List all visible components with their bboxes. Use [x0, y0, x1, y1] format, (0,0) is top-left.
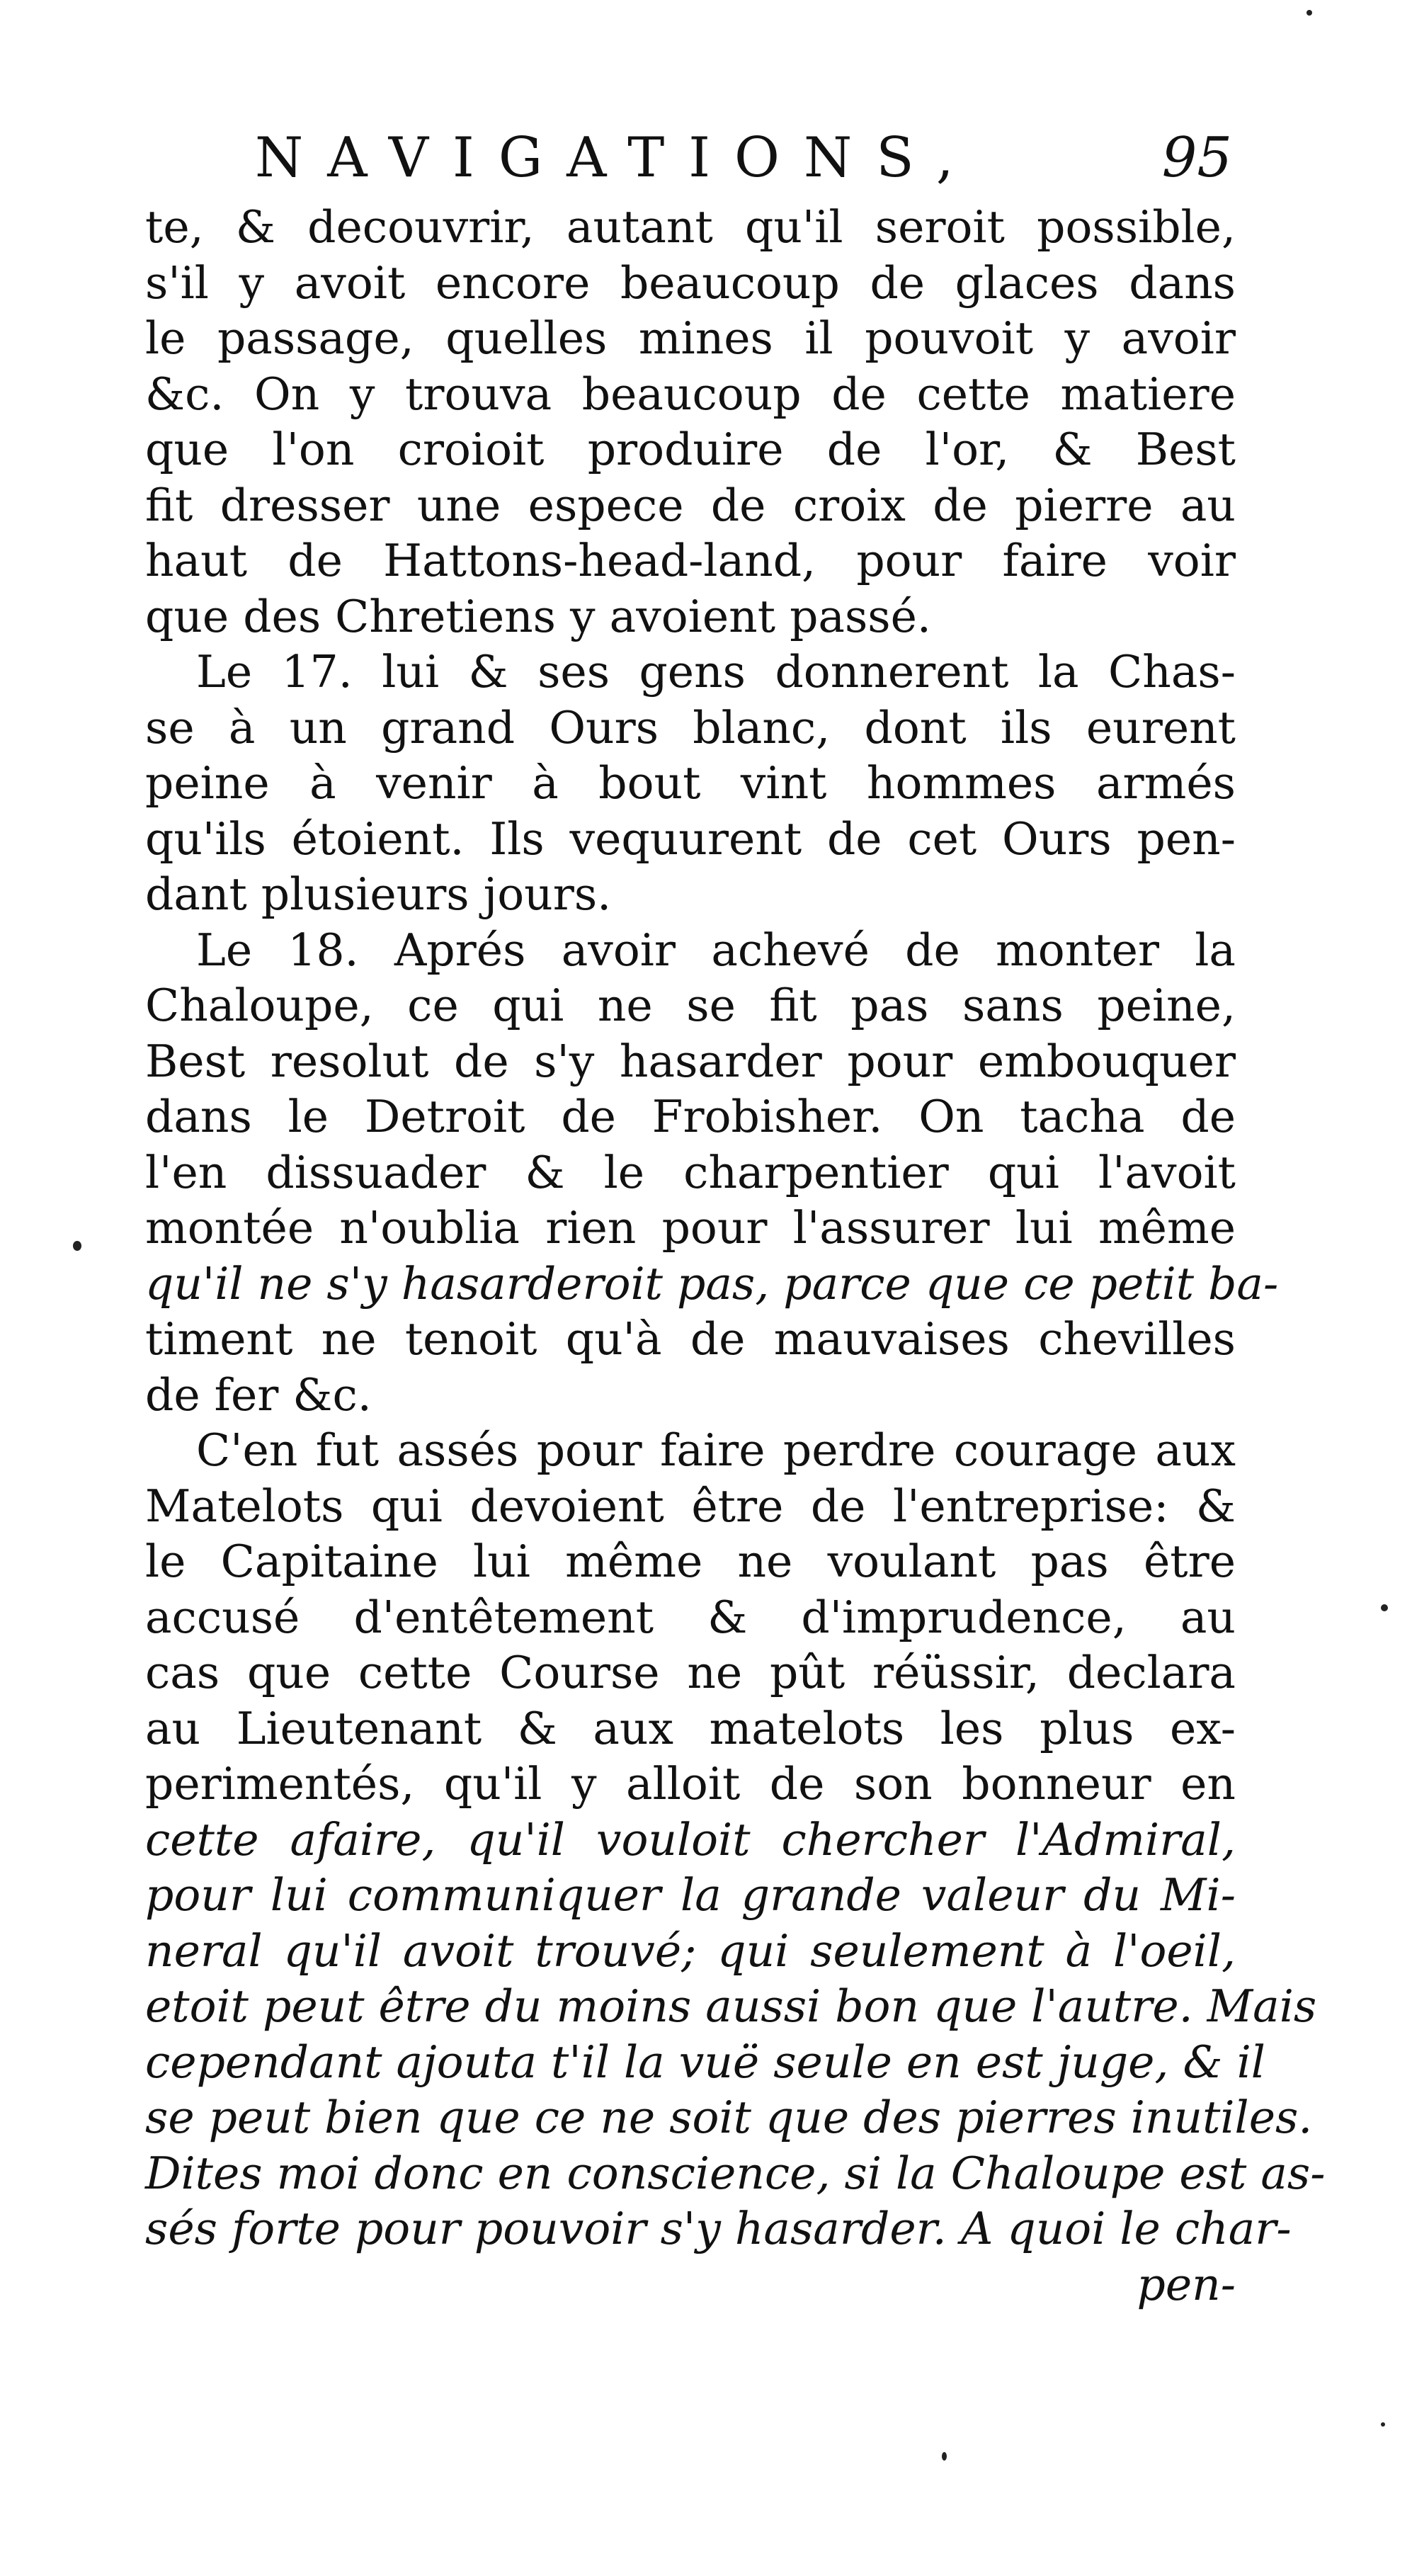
text-line: de fer &c.: [145, 1368, 372, 1421]
text-line: le Capitaine lui même ne voulant pas être: [145, 1536, 1236, 1587]
ink-speck: [942, 2452, 947, 2461]
paragraph-start-line: Le 17. lui & ses gens donnerent la Chas-: [196, 646, 1236, 698]
running-title: NAVIGATIONS,: [255, 126, 978, 190]
text-line: l'en dissuader & le charpentier qui l'avoit: [145, 1146, 1236, 1198]
text-line: perimentés, qu'il y alloit de son bonneur en: [145, 1758, 1236, 1810]
catchword: pen-: [1137, 2258, 1236, 2310]
text-line: s'il y avoit encore beaucoup de glaces dans: [145, 256, 1236, 309]
text-line: montée n'oublia rien pour l'assurer lui même: [145, 1202, 1236, 1254]
text-line: fit dresser une espece de croix de pierre au: [145, 479, 1236, 531]
text-line: neral qu'il avoit trouvé; qui seulement à l'oeil,: [145, 1924, 1236, 1977]
page-number: 95: [1161, 126, 1232, 190]
ink-speck: [1381, 1604, 1388, 1611]
text-line: au Lieutenant & aux matelots les plus ex-: [145, 1702, 1236, 1754]
text-line: dant plusieurs jours.: [145, 868, 612, 920]
paragraph-start-line: C'en fut assés pour faire perdre courage aux: [196, 1424, 1236, 1476]
ink-speck: [73, 1241, 81, 1251]
text-line: Dites moi donc en conscience, si la Chaloupe est as-: [145, 2147, 1326, 2199]
text-line: pour lui communiquer la grande valeur du Mi-: [145, 1869, 1236, 1921]
text-line: se à un grand Ours blanc, dont ils eurent: [145, 701, 1236, 754]
text-line: cas que cette Course ne pût réüssir, declara: [145, 1647, 1236, 1698]
body-text: [145, 200, 1326, 2313]
page-header: [255, 119, 1232, 197]
text-line: cette afaire, qu'il vouloit chercher l'Admiral,: [145, 1813, 1236, 1866]
text-line: Best resolut de s'y hasarder pour embouquer: [145, 1035, 1236, 1087]
text-line: te, & decouvrir, autant qu'il seroit possible,: [145, 201, 1236, 253]
text-line: qu'ils étoient. Ils vequurent de cet Ours pen-: [145, 812, 1236, 865]
text-line: qu'il ne s'y hasarderoit pas, parce que ce petit ba-: [145, 1257, 1279, 1310]
paragraph-start-line: Le 18. Aprés avoir achevé de monter la: [196, 924, 1236, 976]
text-line: se peut bien que ce ne soit que des pierres inutiles.: [145, 2092, 1313, 2143]
ink-speck: [1381, 2422, 1385, 2427]
text-line: &c. On y trouva beaucoup de cette matiere: [145, 368, 1236, 420]
text-line: timent ne tenoit qu'à de mauvaises chevilles: [145, 1313, 1236, 1365]
text-line: accusé d'entêtement & d'imprudence, au: [145, 1591, 1236, 1643]
text-line: le passage, quelles mines il pouvoit y avoir: [145, 312, 1236, 364]
text-line: sés forte pour pouvoir s'y hasarder. A quoi le char-: [145, 2203, 1292, 2254]
text-line: Chaloupe, ce qui ne se fit pas sans peine,: [145, 980, 1236, 1031]
text-line: Matelots qui devoient être de l'entreprise: &: [145, 1480, 1236, 1532]
text-line: etoit peut être du moins aussi bon que l'autre. Mais: [145, 1980, 1317, 2032]
text-line: que des Chretiens y avoient passé.: [145, 590, 931, 642]
ink-speck: [1306, 10, 1312, 16]
text-line: peine à venir à bout vint hommes armés: [145, 757, 1236, 809]
text-line: dans le Detroit de Frobisher. On tacha de: [145, 1091, 1236, 1142]
text-line: que l'on croioit produire de l'or, & Best: [145, 424, 1236, 475]
text-line: cependant ajouta t'il la vuë seule en est juge, & il: [145, 2036, 1265, 2088]
text-line: haut de Hattons-head-land, pour faire voir: [145, 535, 1236, 586]
